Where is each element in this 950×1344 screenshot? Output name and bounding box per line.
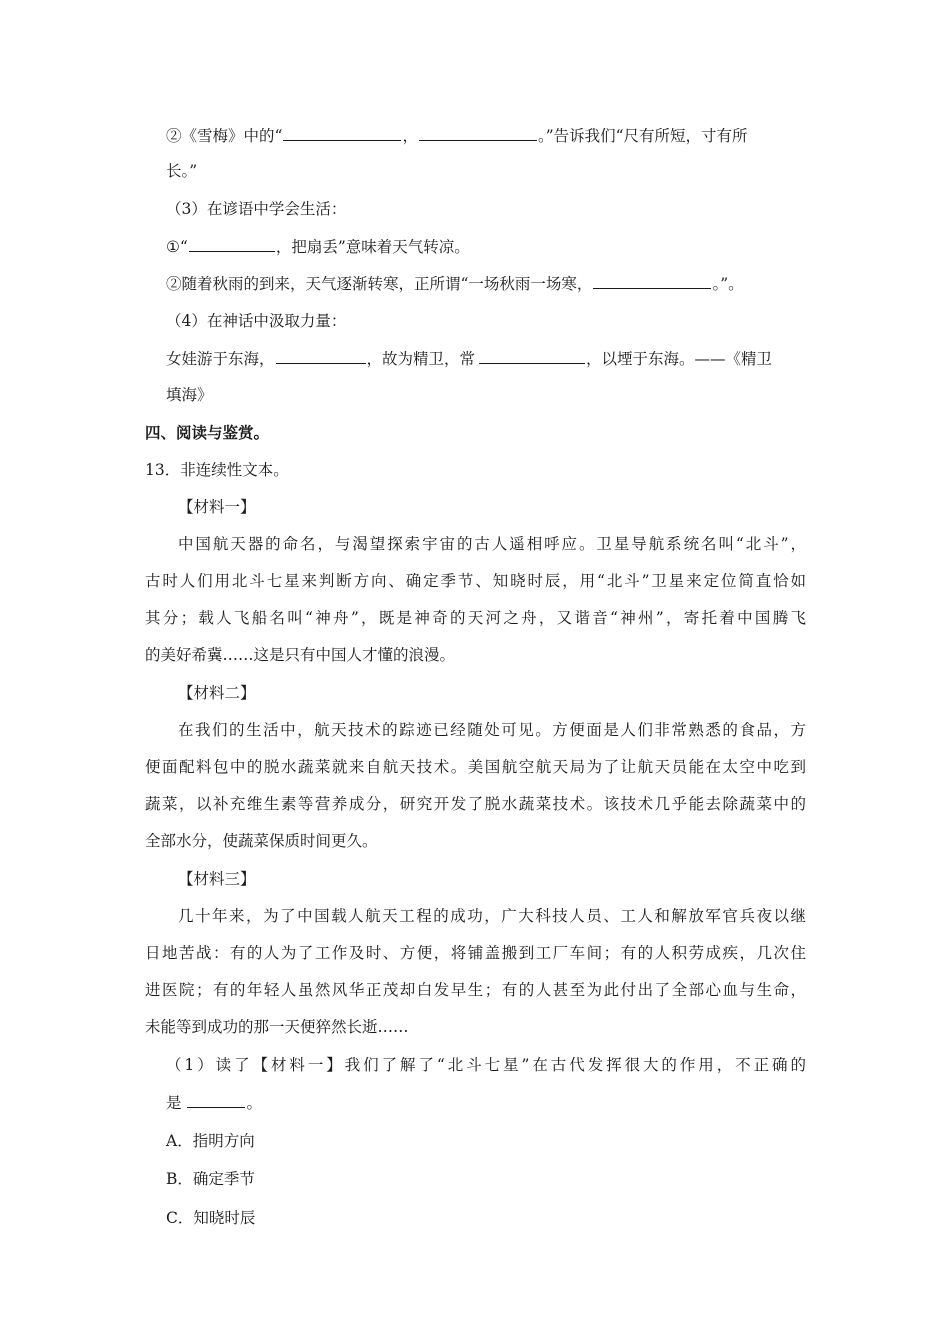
q13-sub1-line1: （1）读了【材料一】我们了解了“北斗七星”在古代发挥很大的作用，不正确的	[166, 1056, 806, 1074]
material3-line: 进医院；有的年轻人虽然风华正茂却白发早生；有的人甚至为此付出了全部心血与生命，	[145, 981, 806, 999]
option-a[interactable]: A．指明方向	[166, 1132, 255, 1150]
q12-sub4-line2: 填海》	[166, 386, 213, 404]
answer-blank[interactable]	[276, 347, 366, 364]
material2-label: 【材料二】	[178, 684, 256, 702]
answer-blank[interactable]	[189, 235, 275, 252]
q12-item2-line1: ②《雪梅》中的“ ， 。”告诉我们“尺有所短，寸有所	[166, 124, 748, 146]
material3-line: 几十年来，为了中国载人航天工程的成功，广大科技人员、工人和解放军官兵夜以继	[178, 907, 806, 925]
material2-line: 蔬菜，以补充维生素等营养成分，研究开发了脱水蔬菜技术。该技术几乎能去除蔬菜中的	[145, 795, 806, 813]
material1-label: 【材料一】	[178, 498, 256, 516]
material1-line: 中国航天器的命名，与渴望探索宇宙的古人遥相呼应。卫星导航系统名叫“北斗”，	[178, 535, 806, 553]
option-b[interactable]: B．确定季节	[166, 1170, 255, 1188]
material1-line: 其分；载人飞船名叫“神舟”，既是神奇的天河之舟，又谐音“神州”，寄托着中国腾飞	[145, 609, 806, 627]
answer-blank[interactable]	[187, 1091, 245, 1108]
q12-sub4-title: （4）在神话中汲取力量：	[166, 312, 347, 330]
answer-blank[interactable]	[283, 124, 401, 141]
answer-blank[interactable]	[479, 347, 585, 364]
answer-blank[interactable]	[593, 272, 711, 289]
material1-line: 古时人们用北斗七星来判断方向、确定季节、知晓时辰，用“北斗”卫星来定位简直恰如	[145, 572, 806, 590]
material3-line: 日地苦战：有的人为了工作及时、方便，将铺盖搬到工厂车间；有的人积劳成疾，几次住	[145, 944, 806, 962]
answer-blank[interactable]	[419, 124, 537, 141]
q12-sub4-line1: 女娃游于东海， ，故为精卫，常 ，以堙于东海。——《精卫	[166, 347, 772, 369]
material1-line: 的美好希冀……这是只有中国人才懂的浪漫。	[145, 646, 456, 664]
q12-sub3-title: （3）在谚语中学会生活：	[166, 200, 347, 218]
material3-line: 未能等到成功的那一天便猝然长逝……	[145, 1018, 409, 1036]
q13-sub1-line2: 是 。	[166, 1091, 262, 1113]
material2-line: 全部水分，使蔬菜保质时间更久。	[145, 832, 378, 850]
q13-title: 13．非连续性文本。	[145, 461, 289, 479]
q12-item2-line2: 长。”	[166, 162, 198, 180]
material3-label: 【材料三】	[178, 870, 256, 888]
material2-line: 便面配料包中的脱水蔬菜就来自航天技术。美国航空航天局为了让航天员能在太空中吃到	[145, 758, 806, 776]
section-heading: 四、阅读与鉴赏。	[145, 423, 270, 442]
q12-sub3-item2: ②随着秋雨的到来，天气逐渐转寒，正所谓“一场秋雨一场寒， 。”。	[166, 272, 744, 294]
material2-line: 在我们的生活中，航天技术的踪迹已经随处可见。方便面是人们非常熟悉的食品，方	[178, 721, 806, 739]
option-c[interactable]: C．知晓时辰	[166, 1209, 256, 1227]
q12-sub3-item1: ①“ ，把扇丢”意味着天气转凉。	[166, 235, 470, 257]
